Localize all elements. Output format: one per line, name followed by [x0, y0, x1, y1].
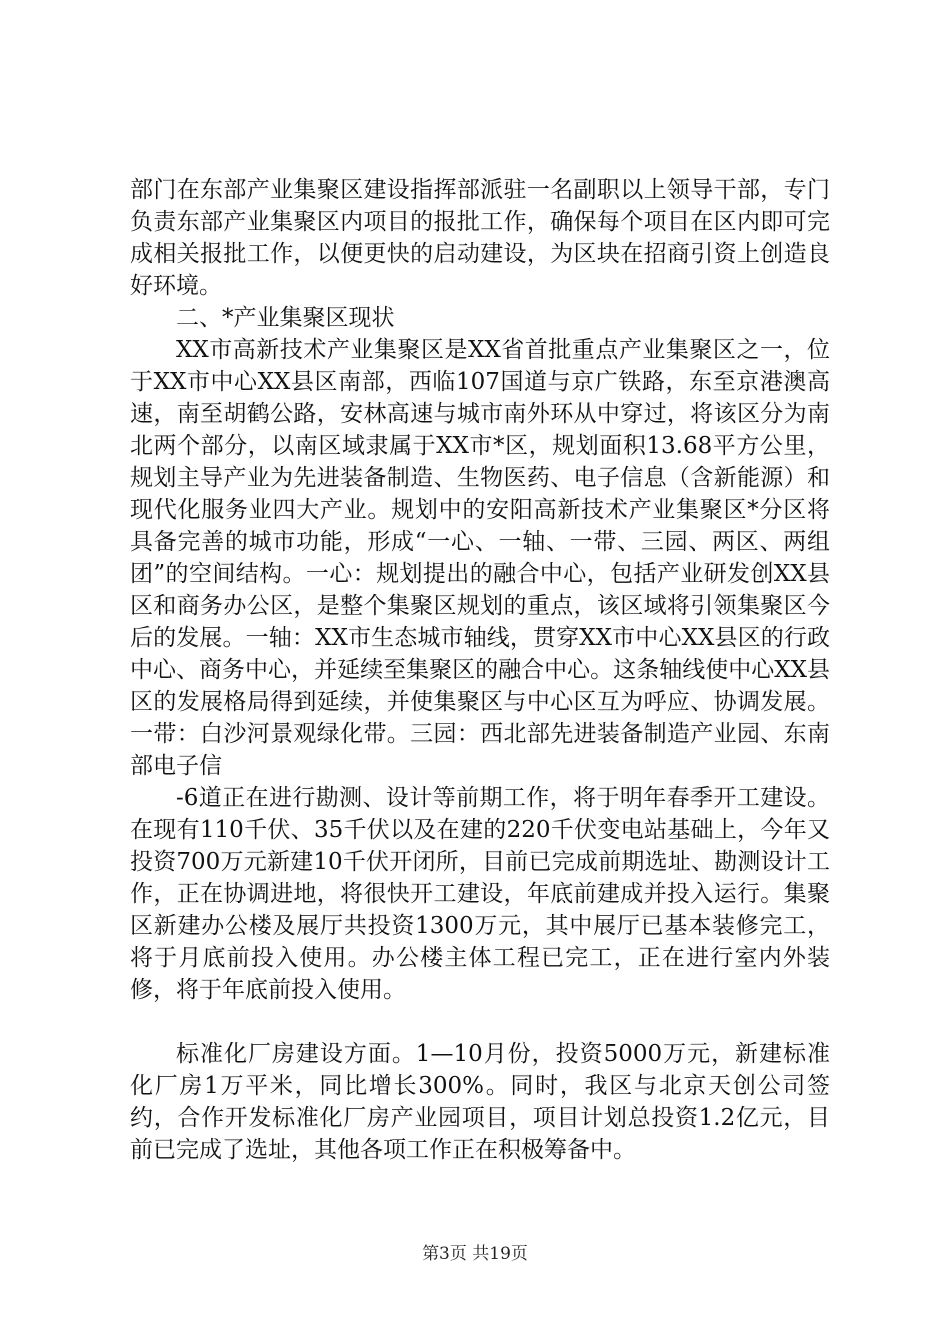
paragraph-continuation: 部门在东部产业集聚区建设指挥部派驻一名副职以上领导干部，专门负责东部产业集聚区内项目的报批工作，确保每个项目在区内即可完成相关报批工作，以便更快的启动建设，为区块在招商引资上创造良好环境。 — [130, 177, 830, 299]
section-heading: 二、*产业集聚区现状 — [176, 305, 395, 331]
paragraph-factory: 标准化厂房建设方面。1—10月份，投资5000万元，新建标准化厂房1万平米，同比增长300%。同时，我区与北京天创公司签约，合作开发标准化厂房产业园项目，项目计划总投资1.2亿元，目前已完成了选址，其他各项工作正在积极筹备中。 — [130, 1041, 830, 1163]
paragraph-status: XX市高新技术产业集聚区是XX省首批重点产业集聚区之一，位于XX市中心XX县区南部，西临107国道与京广铁路，东至京港澳高速，南至胡鹤公路，安林高速与城市南外环从中穿过，将该区分为南北两个部分，以南区域隶属于XX市*区，规划面积13.68平方公里，规划主导产业为先进装备制造、生物医药、电子信息（含新能源）和现代化服务业四大产业。规划中的安阳高新技术产业集聚区*分区将具备完善的城市功能，形成“一心、一轴、一带、三园、两区、两组团”的空间结构。一心：规划提出的融合中心，包括产业研发创XX县区和商务办公区，是整个集聚区规划的重点，该区域将引领集聚区今后的发展。一轴：XX市生态城市轴线，贯穿XX市中心XX县区的行政中心、商务中心，并延续至集聚区的融合中心。这条轴线使中心XX县区的发展格局得到延续，并使集聚区与中心区互为呼应、协调发展。一带：白沙河景观绿化带。三园：西北部先进装备制造产业园、东南部电子信 — [130, 337, 830, 779]
paragraph-spacer — [130, 1006, 830, 1038]
paragraph-infrastructure: -6道正在进行勘测、设计等前期工作，将于明年春季开工建设。在现有110千伏、35千伏以及在建的220千伏变电站基础上，今年又投资700万元新建10千伏开闭所，目前已完成前期选址、勘测设计工作，正在协调进地，将很快开工建设，年底前建成并投入运行。集聚区新建办公楼及展厅共投资1300万元，其中展厅已基本装修完工，将于月底前投入使用。办公楼主体工程已完工，正在进行室内外装修，将于年底前投入使用。 — [130, 785, 830, 1003]
page-footer: 第3页 共19页 — [422, 1244, 528, 1264]
document-body — [130, 174, 830, 1166]
